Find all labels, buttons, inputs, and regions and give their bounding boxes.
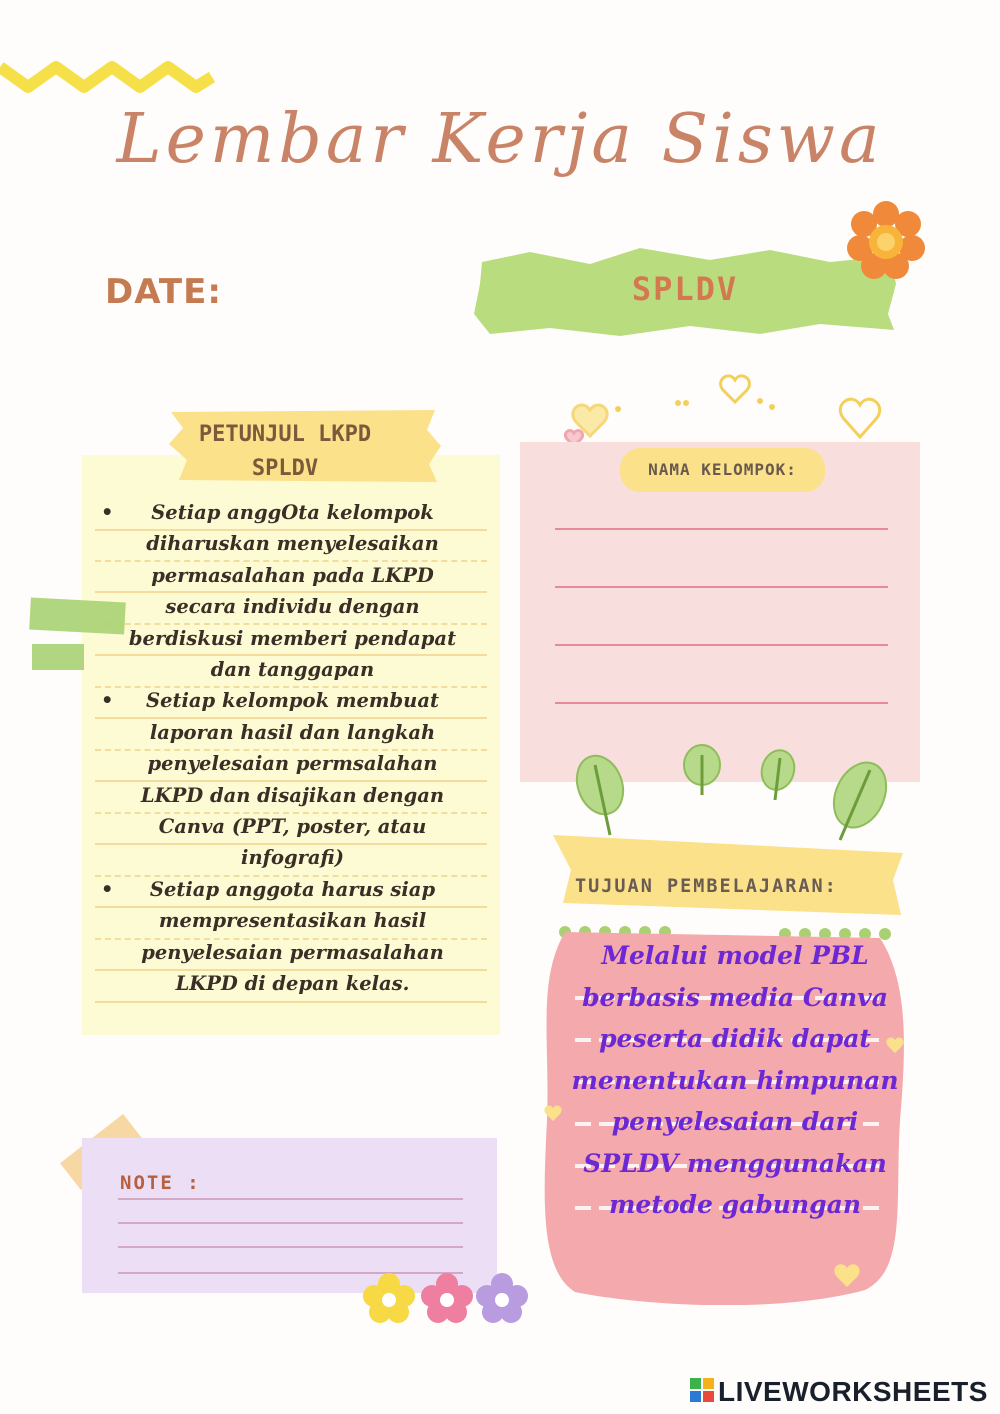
brand-name: LIVEWORKSHEETS [718, 1376, 988, 1407]
instructions-list [95, 497, 495, 1000]
bullet-icon: • [101, 689, 114, 713]
objective-banner [553, 825, 903, 920]
group-name-line[interactable] [555, 528, 888, 530]
objective-text: Melalui model PBL berbasis media Canva peserta didik dapat menentukan himpunan penyelesaian dari SPLDV menggunakan metode gabungan [571, 941, 899, 1219]
bullet-icon: • [101, 877, 114, 901]
instruction-text: Setiap anggota harus siap mempresentasikan hasil penyelesaian permasalahan LKPD di depan kelas. [141, 877, 444, 996]
note-line[interactable] [118, 1198, 463, 1200]
group-name-card [520, 442, 920, 782]
topic-badge: SPLDV [631, 270, 739, 308]
note-line[interactable] [118, 1222, 463, 1224]
bullet-icon: • [101, 501, 114, 524]
note-line[interactable] [118, 1246, 463, 1248]
date-label: DATE: [105, 272, 222, 312]
instruction-text: Setiap anggOta kelompok diharuskan menyelesaikan permasalahan pada LKPD secara individu dengan berdiskusi memberi pendapat dan tanggapan [128, 501, 457, 682]
page-title: Lembar Kerja Siswa [116, 100, 884, 179]
ruled-line [95, 1001, 487, 1003]
note-card [82, 1138, 497, 1293]
group-name-line[interactable] [555, 586, 888, 588]
list-item [95, 685, 495, 873]
instructions-heading-line2: SPLDV [251, 456, 319, 481]
group-name-line[interactable] [555, 644, 888, 646]
objective-label: TUJUAN PEMBELAJARAN: [575, 876, 838, 897]
flowers-decoration [362, 1272, 532, 1327]
note-label: NOTE : [120, 1172, 201, 1194]
list-item [95, 497, 495, 685]
washi-tape-decoration [32, 644, 84, 670]
brand-logo-icon [690, 1378, 714, 1402]
list-item [95, 874, 495, 1000]
instructions-heading [165, 418, 405, 486]
group-name-line[interactable] [555, 702, 888, 704]
zigzag-decoration [0, 55, 220, 105]
orange-flower-icon [846, 200, 926, 280]
group-name-label: NAMA KELOMPOK: [648, 460, 797, 479]
instructions-heading-line1: PETUNJUL LKPD [198, 422, 372, 447]
instruction-text: Setiap kelompok membuat laporan hasil dan langkah penyelesaian permsalahan LKPD dan disajikan dengan Canva (PPT, poster, atau infografi) [140, 689, 445, 870]
